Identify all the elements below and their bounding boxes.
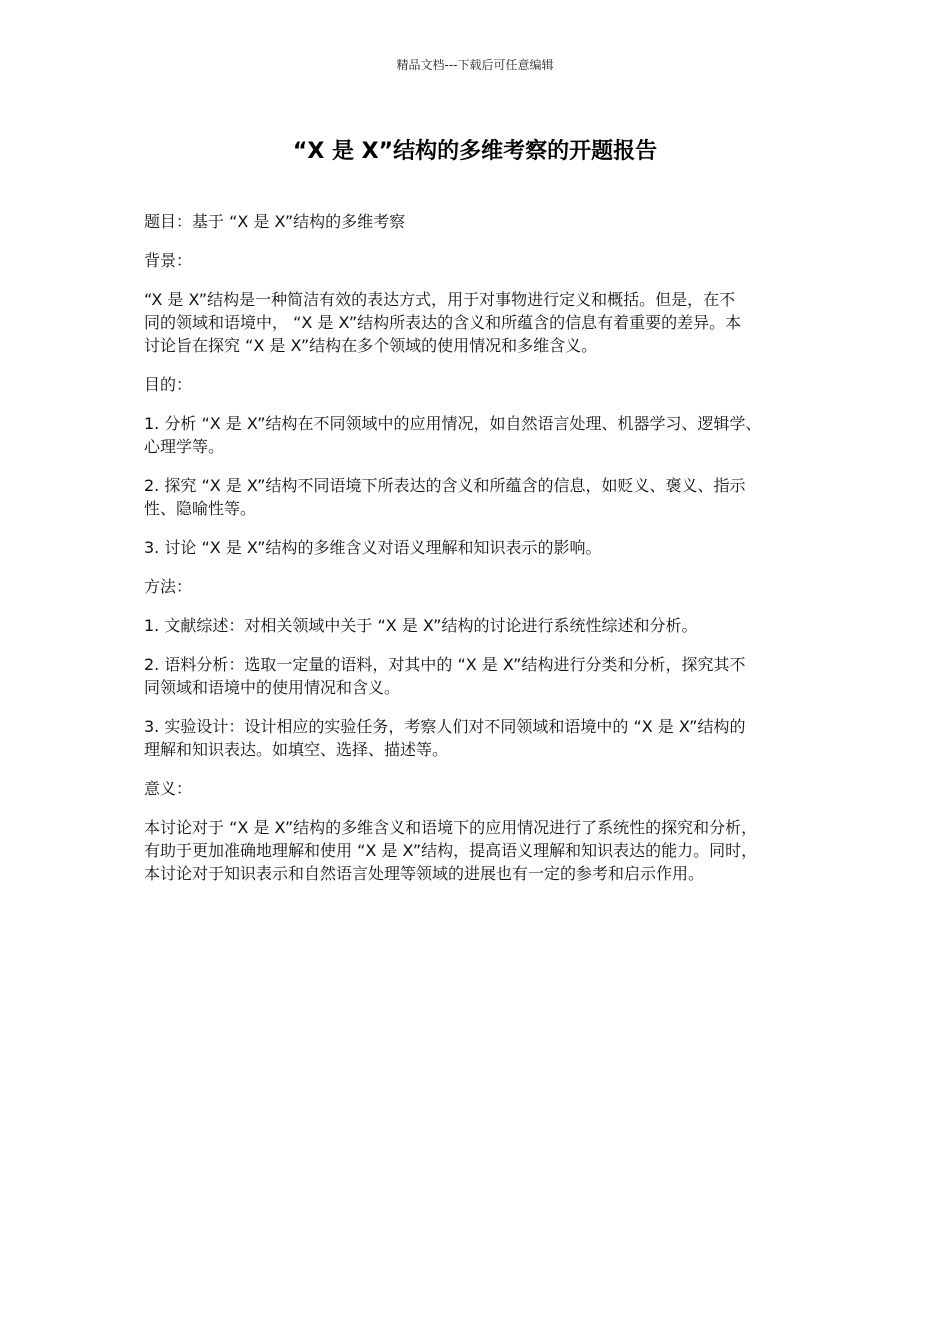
- text-line: 1. 文献综述：对相关领域中关于 “X 是 X”结构的讨论进行系统性综述和分析。: [144, 616, 698, 635]
- background-heading: 背景：: [144, 251, 193, 270]
- text-line: 同的领域和语境中， “X 是 X”结构所表达的含义和所蕴含的信息有着重要的差异。本: [144, 313, 742, 332]
- document-body: [144, 210, 816, 901]
- purpose-item: [144, 474, 816, 520]
- text-line: 同领域和语境中的使用情况和含义。: [144, 678, 401, 697]
- text-line: 理解和知识表达。如填空、选择、描述等。: [144, 740, 449, 759]
- text-line: 2. 语料分析：选取一定量的语料，对其中的 “X 是 X”结构进行分类和分析，探究其不: [144, 655, 746, 674]
- text-line: 3. 讨论 “X 是 X”结构的多维含义对语义理解和知识表示的影响。: [144, 538, 602, 557]
- text-line: 1. 分析 “X 是 X”结构在不同领域中的应用情况，如自然语言处理、机器学习、逻辑学、: [144, 414, 762, 433]
- text-line: 性、隐喻性等。: [144, 499, 257, 518]
- header-note: 精品文档---下载后可任意编辑: [396, 58, 554, 72]
- purpose-item: [144, 536, 816, 559]
- text-line: 2. 探究 “X 是 X”结构不同语境下所表达的含义和所蕴含的信息，如贬义、褒义、指示: [144, 476, 746, 495]
- method-heading: 方法：: [144, 577, 193, 596]
- method-item: [144, 614, 816, 637]
- text-line: 3. 实验设计：设计相应的实验任务，考察人们对不同领域和语境中的 “X 是 X”结构的: [144, 717, 746, 736]
- text-line: 讨论旨在探究 “X 是 X”结构在多个领域的使用情况和多维含义。: [144, 336, 598, 355]
- background-paragraph: [144, 288, 816, 357]
- document-title: “X 是 X”结构的多维考察的开题报告: [292, 139, 658, 164]
- significance-heading: 意义：: [144, 779, 193, 798]
- purpose-heading: 目的：: [144, 375, 193, 394]
- text-line: 心理学等。: [144, 437, 225, 456]
- purpose-item: [144, 412, 816, 458]
- text-line: “X 是 X”结构是一种简洁有效的表达方式，用于对事物进行定义和概括。但是，在不: [144, 290, 736, 309]
- significance-paragraph: [144, 816, 816, 885]
- method-item: [144, 653, 816, 699]
- topic-line: 题目：基于 “X 是 X”结构的多维考察: [144, 212, 406, 231]
- text-line: 本讨论对于知识表示和自然语言处理等领域的进展也有一定的参考和启示作用。: [144, 864, 705, 883]
- text-line: 本讨论对于 “X 是 X”结构的多维含义和语境下的应用情况进行了系统性的探究和分析，: [144, 818, 758, 837]
- text-line: 有助于更加准确地理解和使用 “X 是 X”结构，提高语义理解和知识表达的能力。同时，: [144, 841, 758, 860]
- method-item: [144, 715, 816, 761]
